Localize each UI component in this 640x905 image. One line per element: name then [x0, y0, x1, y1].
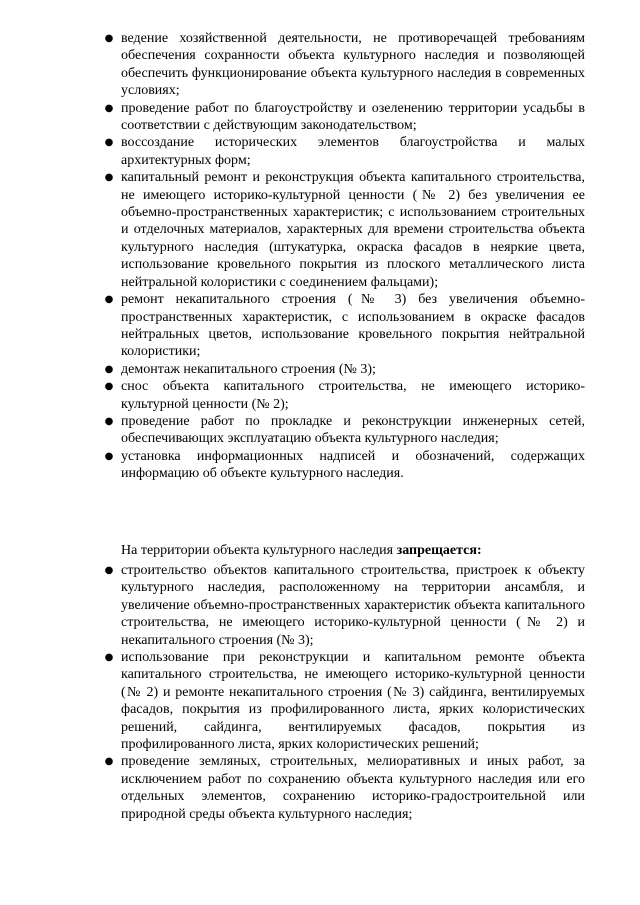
list-item	[0, 562, 640, 649]
list-item	[0, 413, 640, 448]
list-item	[0, 378, 640, 413]
list-item	[0, 134, 640, 169]
list-item	[0, 100, 640, 135]
bullet-icon: ●	[104, 652, 114, 664]
bullet-icon: ●	[104, 33, 114, 44]
list-item-text: ведение хозяйственной деятельности, не противоречащей требованиям обеспечения сохранности объекта культурного наследия и позволяющей обеспечить функционирование объекта культурного наследия в современных условиях;	[121, 31, 585, 99]
list-item-text: установка информационных надписей и обозначений, содержащих информацию об объекте культурного наследия.	[121, 448, 585, 482]
list-item-text: проведение работ по прокладке и реконструкции инженерных сетей, обеспечивающих эксплуатацию объекта культурного наследия;	[121, 413, 585, 447]
intro-text: На территории объекта культурного наследия	[121, 543, 397, 558]
bullet-icon: ●	[104, 381, 114, 393]
list-item	[0, 30, 640, 100]
bullet-icon: ●	[104, 756, 114, 768]
list-item	[0, 291, 640, 361]
prohibitions-intro	[121, 542, 585, 559]
list-item-text: проведение земляных, строительных, мелиоративных и иных работ, за исключением работ по сохранению объекта культурного наследия или его отдельных элементов, сохранению историко-градостроительной или природной среды объекта культурного наследия;	[121, 754, 585, 822]
bullet-icon: ●	[104, 294, 114, 306]
list-item	[0, 753, 640, 823]
list-item-text: строительство объектов капитального строительства, пристроек к объекту культурного наследия, расположенному на территории ансамбля, и увеличение объемно-пространственных характеристик объекта капитального строительства, не имеющего историко-культурной ценности (№ 2) и некапитального строения (№ 3);	[121, 563, 585, 648]
list-item-text: демонтаж некапитального строения (№ 3);	[121, 361, 376, 377]
bullet-icon: ●	[104, 172, 114, 184]
list-item	[0, 169, 640, 291]
prohibited-activities-list	[0, 562, 640, 823]
bullet-icon: ●	[104, 565, 114, 576]
list-item-text: воссоздание исторических элементов благоустройства и малых архитектурных форм;	[121, 135, 585, 168]
list-item-text: капитальный ремонт и реконструкция объекта капитального строительства, не имеющего историко-культурной ценности (№ 2) без увеличения ее объемно-пространственных характеристик; с использованием строительных и отделочных материалов, характерных для времени строительства объекта культурного наследия (штукатурка, окраска фасадов в неяркие цвета, использование кровельного покрытия из плоского металлического листа нейтральной колористики с соединением фальцами);	[121, 170, 585, 290]
intro-emphasis: запрещается:	[396, 543, 482, 558]
list-item	[0, 361, 640, 378]
permitted-activities-list	[0, 30, 640, 483]
list-item-text: использование при реконструкции и капитальном ремонте объекта капитального строительства, не имеющего историко-культурной ценности (№ 2) и ремонте некапитального строения (№ 3) сайдинга, вентилируемых фасадов, покрытия из профилированного листа, ярких колористических решений, сайдинга, вентилируемых фасадов, покрытия из профилированного листа, ярких колористических решений;	[121, 650, 585, 753]
list-item	[0, 649, 640, 753]
bullet-icon: ●	[104, 102, 114, 114]
list-item	[0, 448, 640, 483]
bullet-icon: ●	[104, 137, 114, 149]
bullet-icon: ●	[104, 415, 114, 427]
list-item-text: ремонт некапитального строения (№ 3) без увеличения объемно-пространственных характеристик, с использованием в окраске фасадов нейтральных цветов, использование кровельного покрытия нейтральной колористики;	[121, 292, 585, 360]
list-item-text: проведение работ по благоустройству и озеленению территории усадьбы в соответствии с действующим законодательством;	[121, 100, 585, 134]
bullet-icon: ●	[104, 450, 114, 462]
bullet-icon: ●	[104, 363, 114, 375]
list-item-text: снос объекта капитального строительства, не имеющего историко-культурной ценности (№ 2);	[121, 379, 585, 412]
